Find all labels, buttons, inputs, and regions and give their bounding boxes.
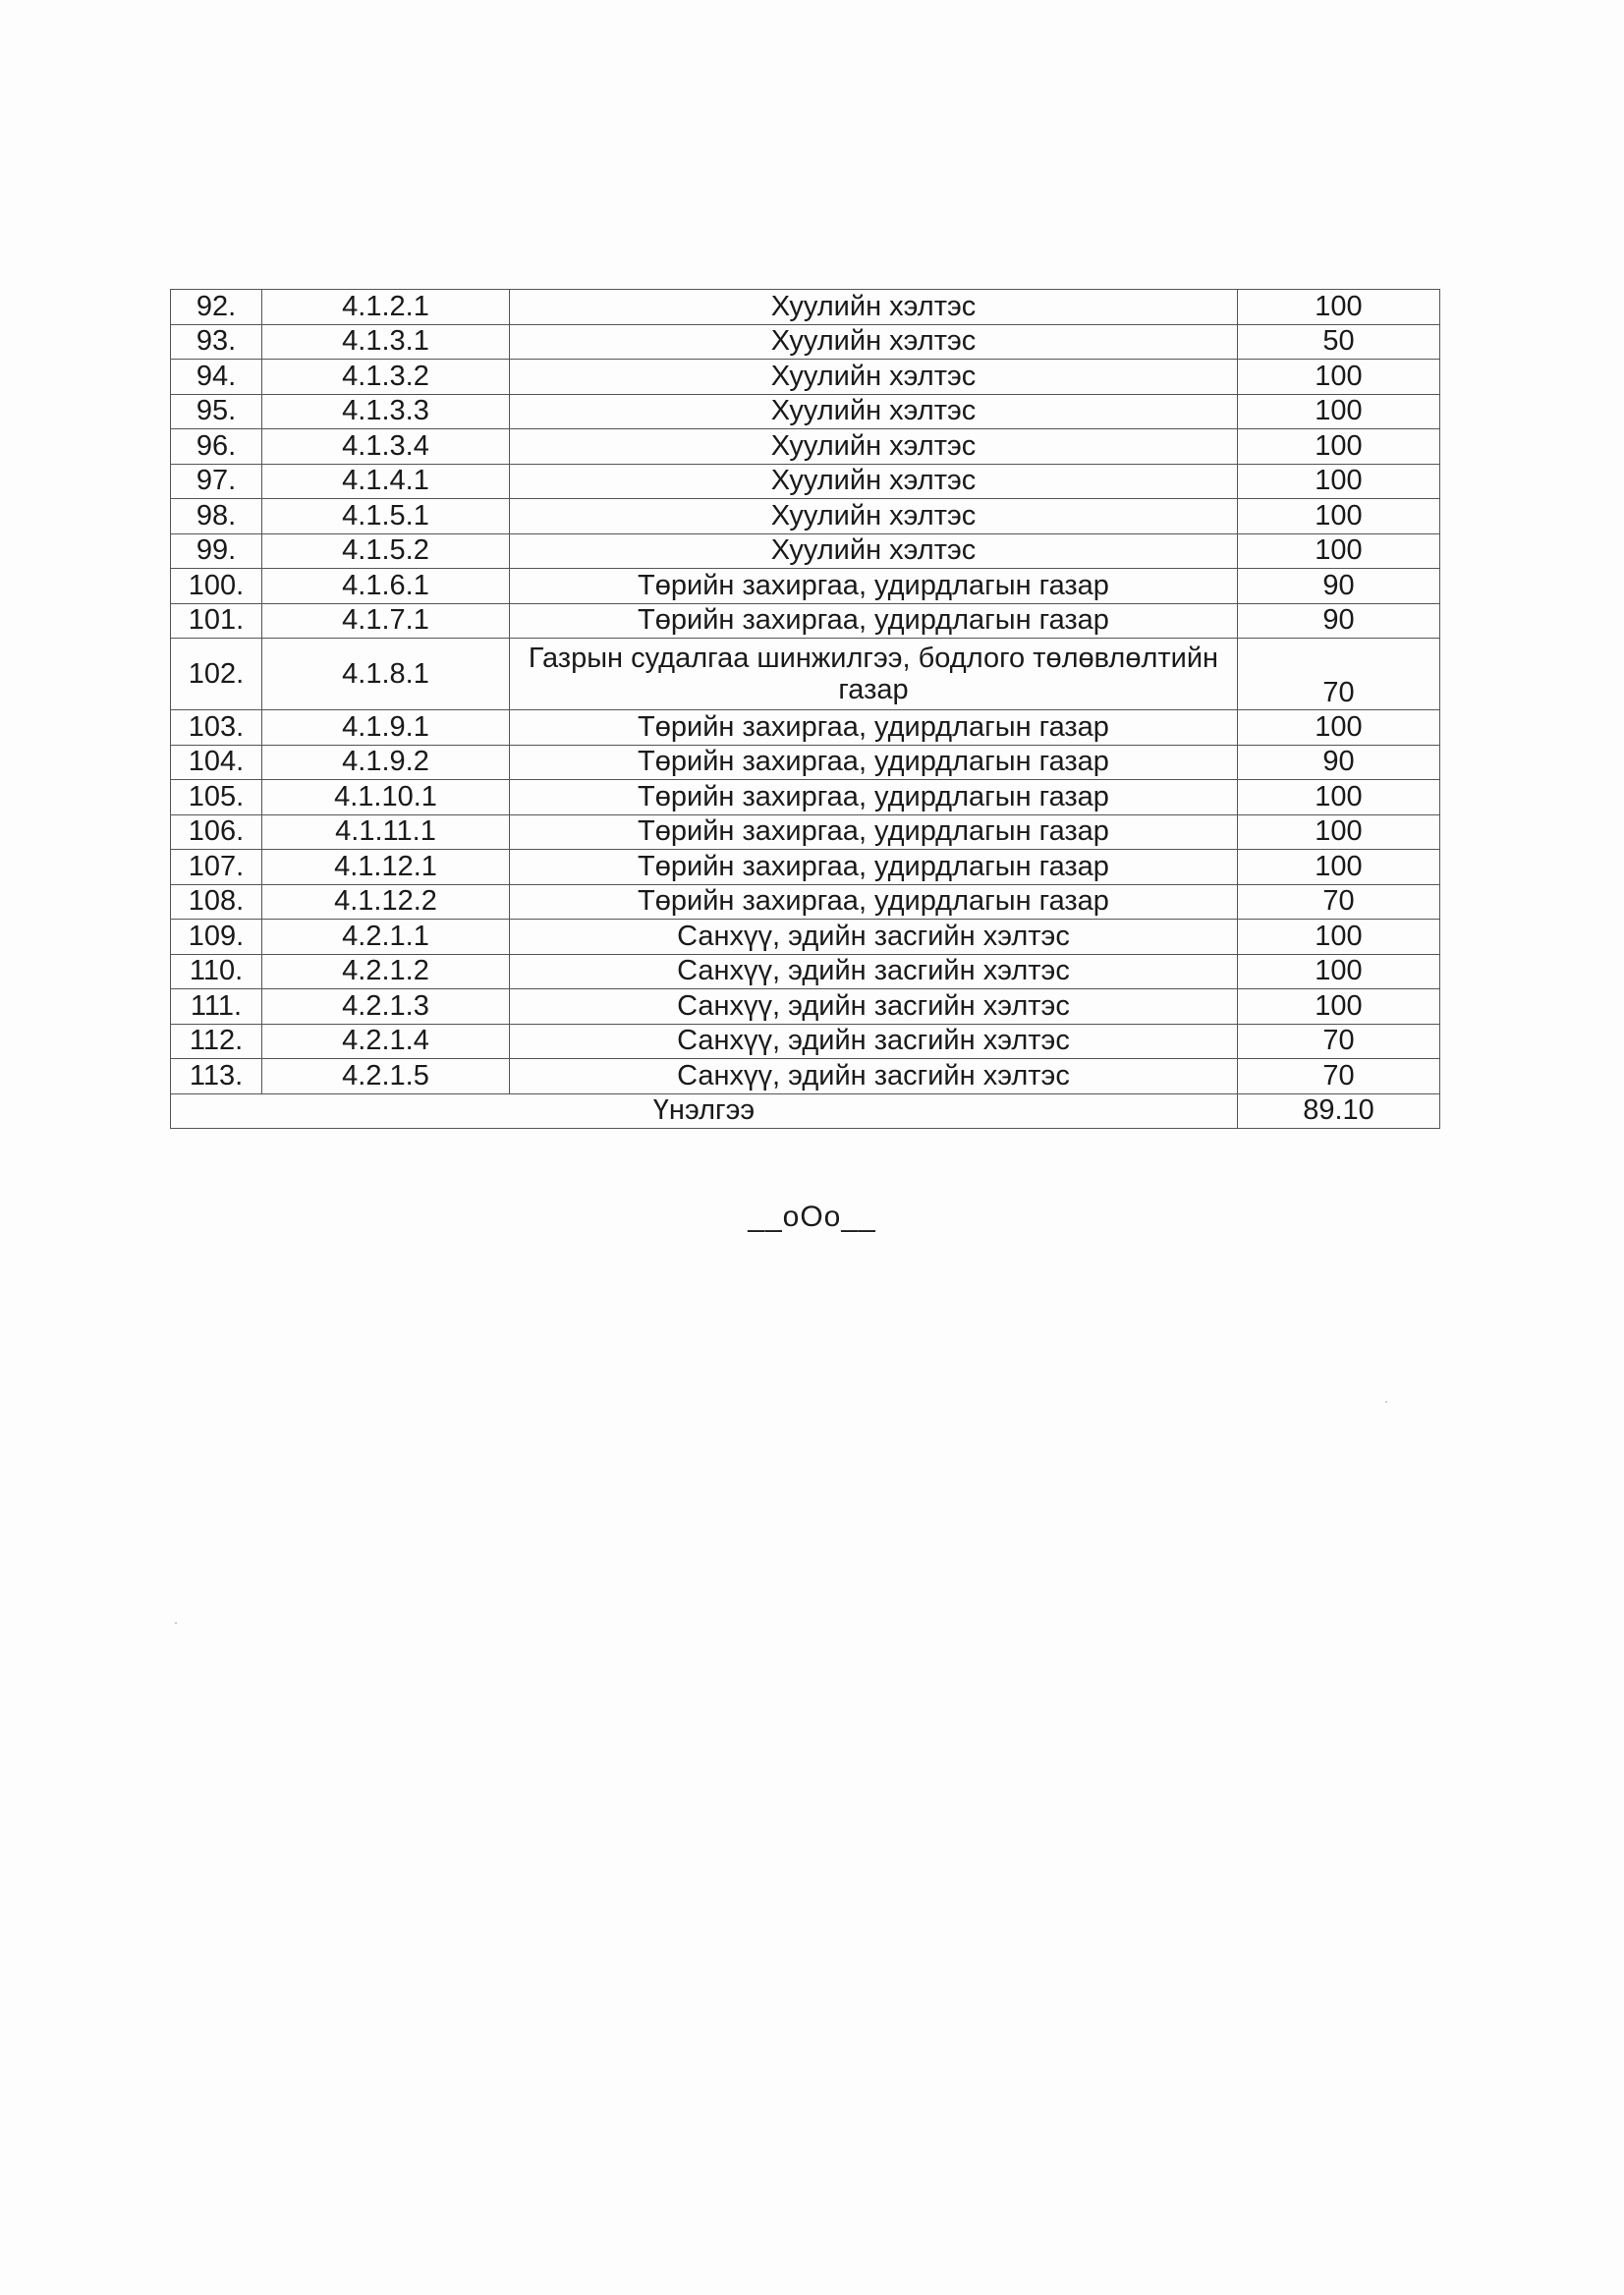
indicator-code: 4.1.12.1 [262,850,510,885]
responsible-unit: Төрийн захиргаа, удирдлагын газар [510,569,1238,604]
score-value: 100 [1238,464,1440,499]
end-of-document-mark: __oOo__ [748,1201,876,1233]
score-value: 100 [1238,780,1440,815]
table-row [171,324,1440,360]
indicator-code: 4.1.3.4 [262,429,510,465]
indicator-code: 4.2.1.4 [262,1024,510,1059]
score-value: 100 [1238,814,1440,850]
row-number: 113. [171,1059,262,1094]
responsible-unit: Хуулийн хэлтэс [510,394,1238,429]
row-number: 92. [171,290,262,325]
table-row [171,954,1440,989]
row-number: 98. [171,499,262,534]
score-value: 100 [1238,394,1440,429]
table-row [171,394,1440,429]
score-value: 70 [1238,884,1440,920]
row-number: 108. [171,884,262,920]
table-row [171,429,1440,465]
table-row [171,710,1440,746]
score-value: 70 [1238,1059,1440,1094]
score-value: 100 [1238,290,1440,325]
table-row [171,639,1440,710]
indicator-code: 4.1.6.1 [262,569,510,604]
table-row [171,464,1440,499]
table-row [171,603,1440,639]
responsible-unit: Хуулийн хэлтэс [510,533,1238,569]
indicator-code: 4.1.10.1 [262,780,510,815]
responsible-unit: Төрийн захиргаа, удирдлагын газар [510,780,1238,815]
indicator-code: 4.2.1.2 [262,954,510,989]
responsible-unit: Хуулийн хэлтэс [510,499,1238,534]
score-value: 50 [1238,324,1440,360]
table-row [171,290,1440,325]
row-number: 94. [171,360,262,395]
table-row [171,850,1440,885]
row-number: 105. [171,780,262,815]
responsible-unit: Төрийн захиргаа, удирдлагын газар [510,814,1238,850]
responsible-unit: Төрийн захиргаа, удирдлагын газар [510,710,1238,746]
responsible-unit: Санхүү, эдийн засгийн хэлтэс [510,989,1238,1025]
table-row [171,780,1440,815]
table-row [171,989,1440,1025]
responsible-unit: Санхүү, эдийн засгийн хэлтэс [510,954,1238,989]
responsible-unit: Хуулийн хэлтэс [510,324,1238,360]
total-label: Үнэлгээ [171,1093,1238,1129]
scan-speck [175,1622,177,1624]
score-value: 100 [1238,989,1440,1025]
indicator-code: 4.1.5.2 [262,533,510,569]
row-number: 106. [171,814,262,850]
row-number: 110. [171,954,262,989]
score-value: 90 [1238,603,1440,639]
indicator-code: 4.1.3.1 [262,324,510,360]
table-row [171,884,1440,920]
scan-speck [1385,1401,1387,1403]
table-row [171,1059,1440,1094]
indicator-code: 4.1.2.1 [262,290,510,325]
table-row [171,814,1440,850]
responsible-unit: Хуулийн хэлтэс [510,464,1238,499]
row-number: 101. [171,603,262,639]
responsible-unit: Төрийн захиргаа, удирдлагын газар [510,884,1238,920]
row-number: 112. [171,1024,262,1059]
evaluation-table [170,289,1440,1129]
responsible-unit: Санхүү, эдийн засгийн хэлтэс [510,1059,1238,1094]
responsible-unit: Хуулийн хэлтэс [510,429,1238,465]
table-row [171,499,1440,534]
table-row [171,569,1440,604]
indicator-code: 4.2.1.3 [262,989,510,1025]
score-value: 90 [1238,569,1440,604]
responsible-unit: Санхүү, эдийн засгийн хэлтэс [510,920,1238,955]
score-value: 100 [1238,499,1440,534]
table-row [171,1024,1440,1059]
score-value: 100 [1238,920,1440,955]
indicator-code: 4.1.12.2 [262,884,510,920]
evaluation-table-body [171,290,1440,1129]
indicator-code: 4.1.11.1 [262,814,510,850]
row-number: 104. [171,745,262,780]
table-row [171,920,1440,955]
row-number: 100. [171,569,262,604]
score-value: 70 [1238,639,1440,710]
responsible-unit: Хуулийн хэлтэс [510,360,1238,395]
table-row [171,533,1440,569]
indicator-code: 4.2.1.5 [262,1059,510,1094]
table-row [171,745,1440,780]
indicator-code: 4.1.9.1 [262,710,510,746]
row-number: 111. [171,989,262,1025]
row-number: 103. [171,710,262,746]
responsible-unit: Хуулийн хэлтэс [510,290,1238,325]
indicator-code: 4.1.5.1 [262,499,510,534]
score-value: 100 [1238,533,1440,569]
score-value: 90 [1238,745,1440,780]
row-number: 109. [171,920,262,955]
score-value: 100 [1238,710,1440,746]
row-number: 95. [171,394,262,429]
total-row [171,1093,1440,1129]
indicator-code: 4.2.1.1 [262,920,510,955]
score-value: 100 [1238,954,1440,989]
row-number: 97. [171,464,262,499]
row-number: 99. [171,533,262,569]
row-number: 107. [171,850,262,885]
table-row [171,360,1440,395]
responsible-unit: Газрын судалгаа шинжилгээ, бодлого төлөвлөлтийн газар [510,639,1238,710]
score-value: 100 [1238,850,1440,885]
indicator-code: 4.1.4.1 [262,464,510,499]
score-value: 100 [1238,429,1440,465]
indicator-code: 4.1.3.3 [262,394,510,429]
responsible-unit: Төрийн захиргаа, удирдлагын газар [510,850,1238,885]
row-number: 102. [171,639,262,710]
responsible-unit: Төрийн захиргаа, удирдлагын газар [510,603,1238,639]
indicator-code: 4.1.3.2 [262,360,510,395]
responsible-unit: Санхүү, эдийн засгийн хэлтэс [510,1024,1238,1059]
total-value: 89.10 [1238,1093,1440,1129]
score-value: 70 [1238,1024,1440,1059]
indicator-code: 4.1.9.2 [262,745,510,780]
row-number: 93. [171,324,262,360]
responsible-unit: Төрийн захиргаа, удирдлагын газар [510,745,1238,780]
score-value: 100 [1238,360,1440,395]
indicator-code: 4.1.7.1 [262,603,510,639]
row-number: 96. [171,429,262,465]
indicator-code: 4.1.8.1 [262,639,510,710]
